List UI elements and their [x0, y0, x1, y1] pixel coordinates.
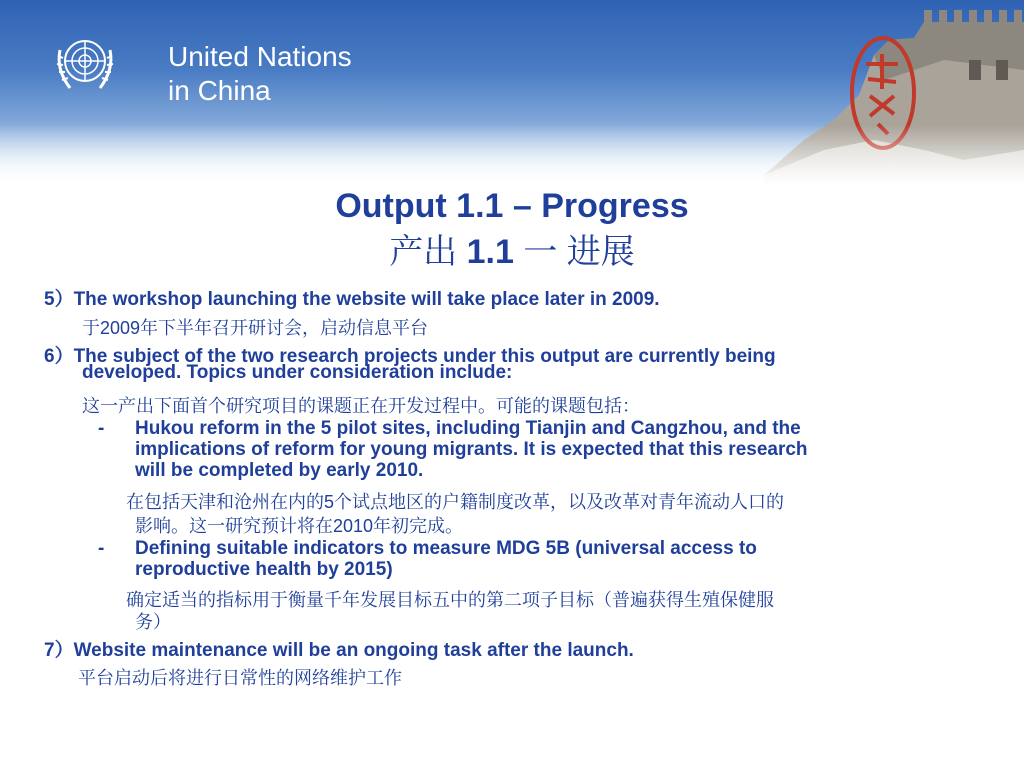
subitem-2-text-line-1: Defining suitable indicators to measure MDG 5B (universal access to: [135, 538, 757, 559]
title-zh-prefix: 产出: [389, 233, 458, 271]
title-zh-suffix: 一 进展: [523, 233, 635, 271]
banner-fade: [0, 125, 1024, 185]
item-6-chinese: 这一产出下面首个研究项目的课题正在开发过程中。可能的课题包括：: [82, 396, 640, 416]
subitem-2-text-line-2: reproductive health by 2015): [135, 559, 393, 580]
subitem-2-chinese-line-1: 确定适当的指标用于衡量千年发展目标五中的第二项子目标（普遍获得生殖保健服: [126, 590, 774, 610]
item-7-chinese: 平台启动后将进行日常性的网络维护工作: [78, 668, 402, 688]
subitem-1-text-line-1: Hukou reform in the 5 pilot sites, including Tianjin and Cangzhou, and the: [135, 418, 801, 439]
bullet-dash-2: -: [98, 538, 105, 559]
item-6-text-line-1: 6）The subject of the two research projects under this output are currently being: [44, 346, 776, 367]
subitem-1-chinese-line-1: 在包括天津和沧州在内的5个试点地区的户籍制度改革，以及改革对青年流动人口的: [126, 492, 785, 512]
header-banner: [0, 0, 1024, 185]
org-line-1: United Nations: [168, 41, 352, 72]
item-7-text: 7）Website maintenance will be an ongoing task after the launch.: [44, 640, 634, 661]
org-line-2: in China: [168, 75, 271, 106]
subitem-1-text-line-2: implications of reform for young migrants. It is expected that this research: [135, 439, 808, 460]
bullet-dash-1: -: [98, 418, 105, 439]
org-name: [168, 40, 352, 108]
subitem-2-chinese-line-2: 务）: [135, 612, 171, 632]
subitem-1-chinese-line-2: 影响。这一研究预计将在2010年初完成。: [135, 516, 464, 536]
item-6-text-line-2: developed. Topics under consideration include:: [82, 362, 513, 383]
item-5-chinese: 于2009年下半年召开研讨会，启动信息平台: [82, 318, 429, 338]
subitem-1-text-line-3: will be completed by early 2010.: [135, 460, 424, 481]
item-5-text: 5）The workshop launching the website will take place later in 2009.: [44, 289, 660, 310]
slide-title: Output 1.1 – Progress: [335, 187, 689, 225]
un-emblem-icon: [52, 30, 118, 96]
slide-title-chinese: [0, 232, 1024, 272]
title-zh-number: 1.1: [466, 233, 514, 271]
